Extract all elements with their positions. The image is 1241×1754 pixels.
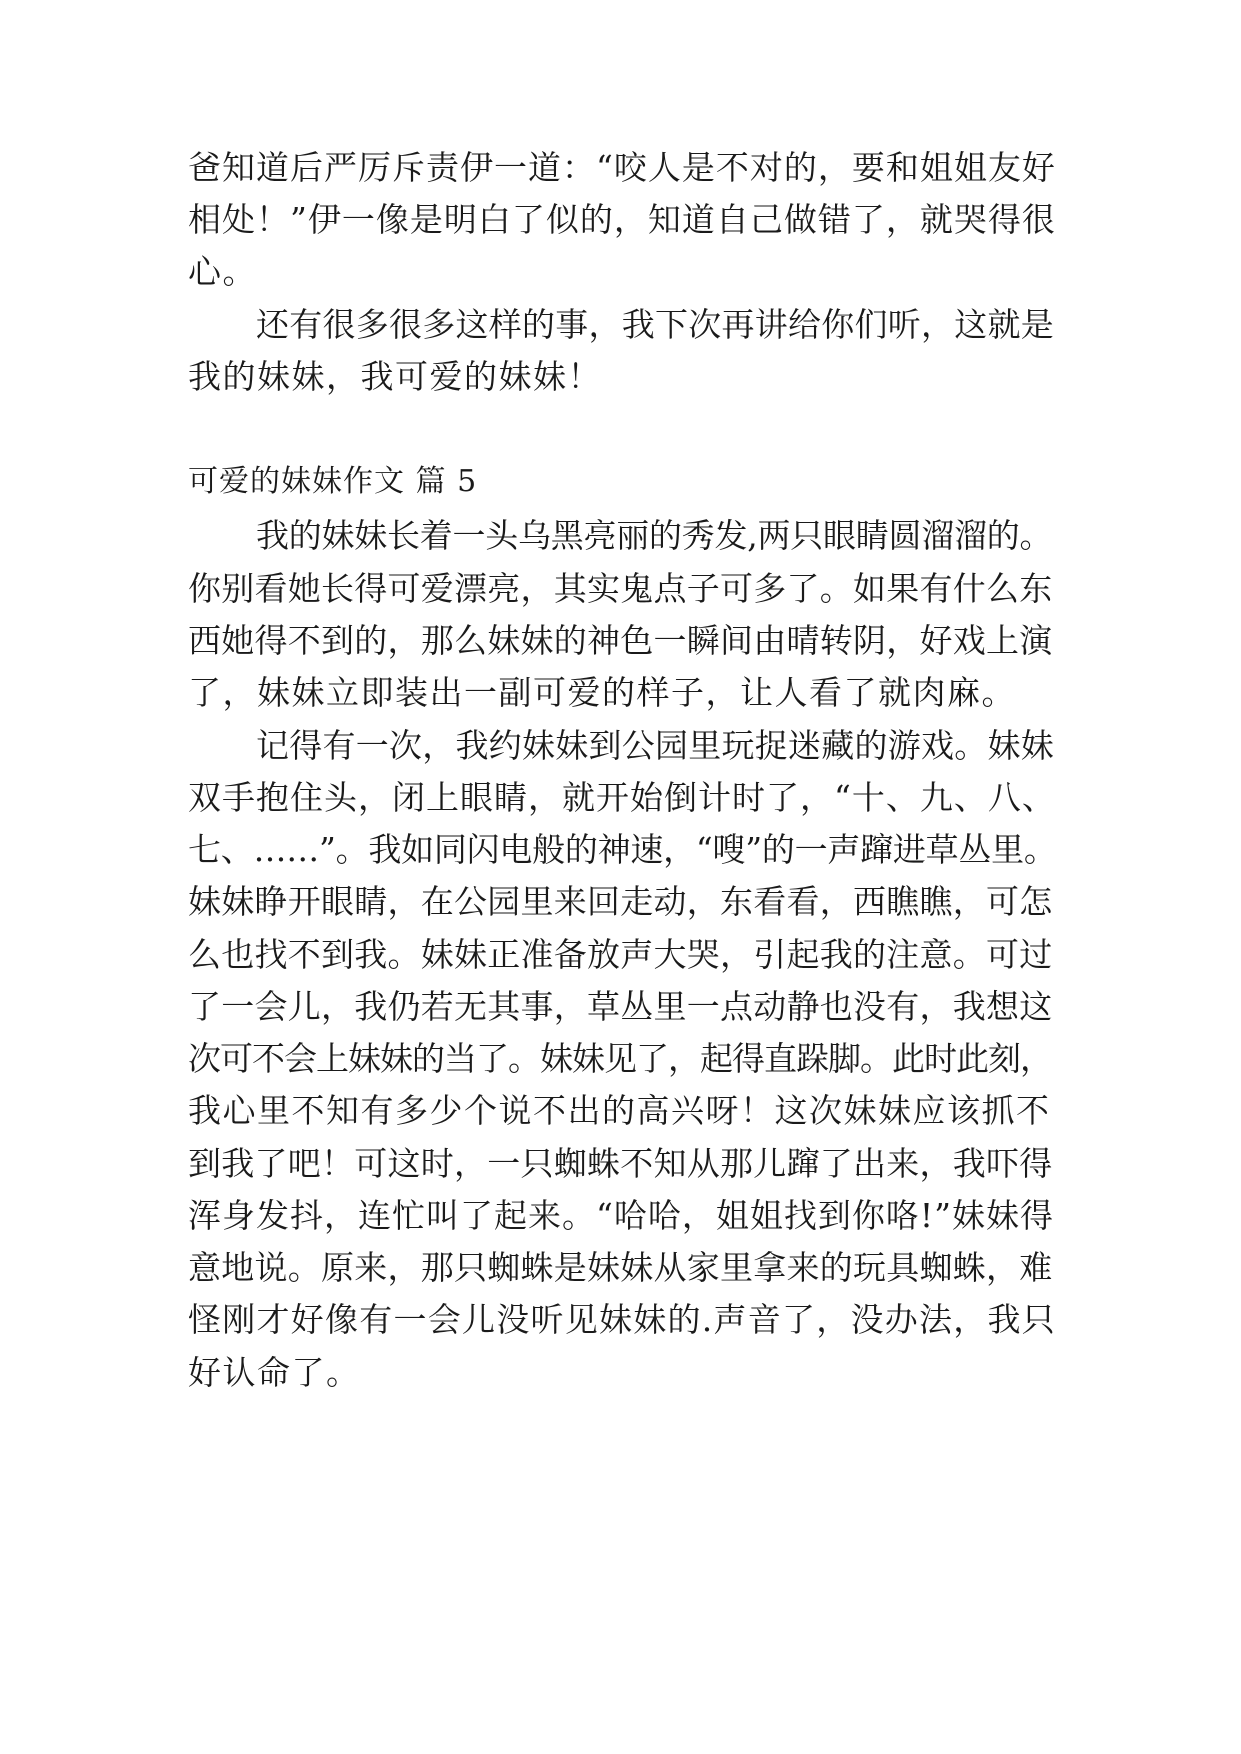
text-line: 我的妹妹长着一头乌黑亮丽的秀发,两只眼睛圆溜溜的。 xyxy=(256,516,1053,555)
section-heading: 可爱的妹妹作文 篇 5 xyxy=(188,464,478,499)
text-line: 了一会儿，我仍若无其事，草丛里一点动静也没有，我想这 xyxy=(188,987,1053,1026)
text-line: 我心里不知有多少个说不出的高兴呀！这次妹妹应该抓不 xyxy=(188,1091,1051,1130)
text-line: 浑身发抖，连忙叫了起来。“哈哈，姐姐找到你咯!”妹妹得 xyxy=(188,1196,1055,1235)
text-line: 还有很多很多这样的事，我下次再讲给你们听，这就是 xyxy=(256,305,1054,344)
text-line: 西她得不到的，那么妹妹的神色一瞬间由晴转阴，好戏上演 xyxy=(188,621,1053,660)
text-line: 意地说。原来，那只蜘蛛是妹妹从家里拿来的玩具蜘蛛，难 xyxy=(188,1248,1053,1287)
text-line: 我的妹妹，我可爱的妹妹！ xyxy=(188,357,602,396)
text-line: 好认命了。 xyxy=(188,1353,361,1392)
text-line: 记得有一次，我约妹妹到公园里玩捉迷藏的游戏。妹妹 xyxy=(256,726,1054,765)
text-line: 相处！”伊一像是明白了似的，知道自己做错了，就哭得很 xyxy=(188,200,1056,239)
text-line: 心。 xyxy=(188,252,257,291)
text-line: 到我了吧！可这时，一只蜘蛛不知从那儿蹿了出来，我吓得 xyxy=(188,1144,1053,1183)
text-line: 七、……”。我如同闪电般的神速，“嗖”的一声蹿进草丛里。 xyxy=(188,830,1057,869)
text-line: 么也找不到我。妹妹正准备放声大哭，引起我的注意。可过 xyxy=(188,935,1053,974)
text-line: 了，妹妹立即装出一副可爱的样子，让人看了就肉麻。 xyxy=(188,673,1016,712)
text-line: 双手抱住头，闭上眼睛，就开始倒计时了，“十、九、八、 xyxy=(188,778,1056,817)
text-line: 你别看她长得可爱漂亮，其实鬼点子可多了。如果有什么东 xyxy=(188,569,1053,608)
text-line: 次可不会上妹妹的当了。妹妹见了，起得直跺脚。此时此刻， xyxy=(188,1039,1052,1078)
text-line: 妹妹睁开眼睛，在公园里来回走动，东看看，西瞧瞧，可怎 xyxy=(188,882,1053,921)
text-line: 爸知道后严厉斥责伊一道：“咬人是不对的，要和姐姐友好 xyxy=(188,148,1056,187)
text-line: 怪刚才好像有一会儿没听见妹妹的.声音了，没办法，我只 xyxy=(188,1300,1056,1339)
